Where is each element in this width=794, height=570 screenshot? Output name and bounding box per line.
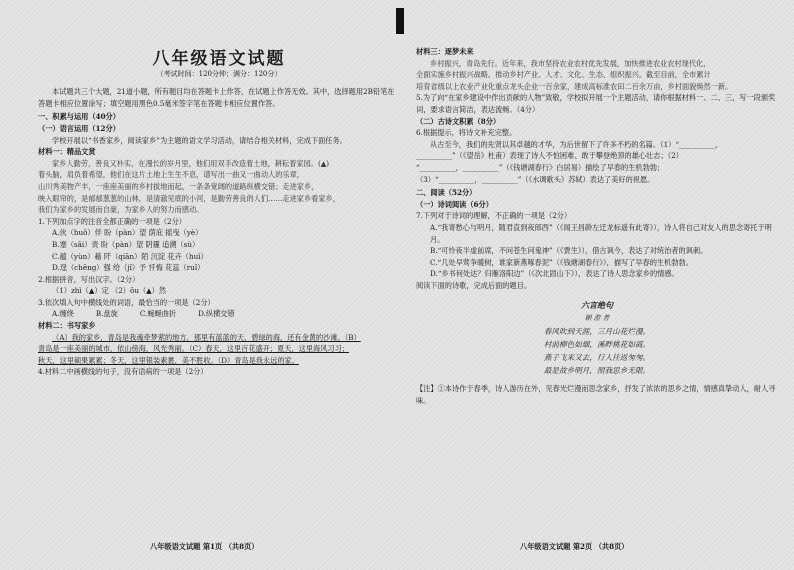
- question-2: 2.根据拼音，写出汉字。（2分）: [38, 274, 140, 284]
- question-1: 1.下列加点字的注音全都正确的一项是（2分）: [38, 216, 186, 226]
- question-3-option-c: C.蜿蜒曲折: [139, 309, 177, 319]
- material-3-line: 培育省级以上农业产业化重点龙头企业一百余家，建成高标准农田二百余万亩，乡村面貌焕然一新。: [416, 81, 733, 91]
- poem-line: 村前柳色如烟，溪畔桃花如霞。: [543, 340, 651, 350]
- material-3-line: 乡村振兴，青岛先行。近年来，我市坚持农业农村优先发展，加快推进农业农村现代化，: [430, 58, 711, 68]
- question-6-line: 从古至今，我们的先贤以其卓越的才华，为后世留下了许多不朽的名篇。（1）“__________，: [430, 139, 723, 149]
- subsection-heading-2: （二）古诗文积累（8分）: [416, 116, 501, 126]
- material-2-line: 青岛是一座美丽的城市，依山傍海，风光秀丽。（C）春天，这里百花盛开；夏天，这里海风习习；: [38, 344, 349, 354]
- question-2-line: （1）zhì（▲）定 （2）ǒu（▲）然: [52, 286, 167, 296]
- poem-title: 六言绝句: [581, 301, 613, 311]
- material-2-label: 材料二：书写家乡: [38, 321, 96, 331]
- material-1-line: 我们为家乡的发展而自豪，为家乡人的努力而感动。: [38, 205, 204, 215]
- question-6-line: （3）“__________，__________”（《水调歌头》苏轼）表达了美好的祝愿。: [416, 174, 655, 184]
- question-7-option-b: B.“可怜夜半虚前席，不问苍生问鬼神”（《贾生》），借古讽今，表达了对统治者的讽刺。: [430, 246, 708, 256]
- question-3-option-b: B.盘旋: [95, 309, 118, 319]
- question-3-options: [38, 308, 400, 320]
- poem-note: 【注】①本诗作于春季，诗人游历在外，见春光烂漫而思念家乡，抒发了浓浓的思乡之情，情感真挚动人，耐人寻味。: [416, 384, 776, 406]
- poem-line: 燕子飞来又去，行人往返匆匆。: [543, 353, 651, 363]
- question-6-line: “__________，__________”（《钱塘湖春行》白居易）描绘了早春的生机勃勃；: [416, 162, 665, 172]
- material-1-line: 山川秀美物产丰，一座座美丽的乡村拔地而起，一条条宽阔的道路纵横交错；走进家乡，: [38, 181, 319, 191]
- reading-lead: 阅读下面的诗歌，完成后面的题目。: [416, 280, 532, 290]
- material-1-line: 着头脑，肩负着希望，他们在这片土地上生生不息，谱写出一曲又一曲动人的乐章，: [38, 170, 304, 180]
- page-footer-right: 八年级语文试题 第2页 （共8页）: [520, 542, 629, 551]
- page-footer-left: 八年级语文试题 第1页 （共8页）: [150, 542, 259, 551]
- poem-line: 春风吹到天涯，三月山花烂漫。: [543, 327, 651, 337]
- question-7-option-c: C.“几处早莺争暖树，谁家新燕啄春泥”（《钱塘湖春行》），描写了早春的生机勃勃。: [430, 257, 693, 267]
- poem-author: 朝 游 者: [584, 314, 610, 323]
- question-1-option-d: D.逞（chěng）强 给（jǐ）予 忏悔 花蕊（ruǐ）: [52, 263, 205, 273]
- question-3-option-d: D.纵横交错: [198, 309, 235, 319]
- question-6-line: __________”（《望岳》杜甫）表现了诗人不怕困难、敢于攀登绝顶的雄心壮志；（2）: [416, 151, 683, 161]
- section-heading-2: 二、阅读（52分）: [416, 188, 477, 198]
- poem: [416, 299, 778, 377]
- question-7-option-a: A.“我寄愁心与明月，随君直到夜郎西”（《闻王昌龄左迁龙标遥有此寄》），诗人将自己对友人的思念寄托于明月。: [430, 222, 772, 244]
- material-2-line: 秋天，这里硕果累累；冬天，这里银装素裹，美不胜收。（D）青岛是我永远的家。: [38, 355, 299, 365]
- question-3: 3.依次填入句中横线处的词语，最恰当的一项是（2分）: [38, 297, 215, 307]
- instructions: 本试题共三个大题，21道小题，所有题目均在答题卡上作答，在试题上作答无效。其中，选择题用2B铅笔在答题卡相应位置涂写；填空题用黑色0.5毫米签字笔在答题卡相应位置作答。: [38, 87, 395, 108]
- question-1-option-a: A.伙（huǒ）伴 盼（pàn）望 荫庇 摇曳（yè）: [52, 228, 203, 238]
- question-5: 5.为了向“在家乡建设中作出贡献的人物”致敬，学校拟开展一个主题活动，请你根据材料一、二、三，写一段颁奖词，要求语言简洁，表达流畅。（4分）: [416, 93, 776, 114]
- left-column: [38, 48, 400, 378]
- section-heading-1: 一、积累与运用（40分）: [38, 112, 120, 122]
- material-1-line: 家乡人勤劳，善良又朴实，在漫长的岁月里，他们用双手改造着土地，耕耘着家园。(▲): [52, 158, 330, 168]
- material-2-line: （A）我的家乡，青岛是我魂牵梦萦的地方，那里有蓝蓝的天，碧绿的海，还有金黄的沙滩。（B）: [52, 332, 361, 342]
- question-7: 7.下列对于诗词的理解，不正确的一项是（2分）: [416, 211, 572, 221]
- question-7-option-d: D.“乡书何处达？归雁洛阳边”（《次北固山下》），表达了诗人思念家乡的情感。: [430, 269, 679, 279]
- poem-line: 最是故乡明月，照我思乡无限。: [543, 366, 651, 376]
- question-1-option-b: B.塞（sāi）责 盼（pàn）望 阴霾 追溯（sù）: [52, 239, 200, 249]
- question-3-option-a: A.缠绕: [52, 309, 74, 319]
- question-4: 4.材料二中画横线的句子，没有语病的一项是（2分）: [38, 367, 208, 377]
- material-3-line: 全面实施乡村振兴战略，推动乡村产业、人才、文化、生态、组织振兴。截至目前，全市累计: [416, 70, 711, 80]
- subsection-heading-1: （一）语言运用（12分）: [38, 123, 120, 133]
- binding-mark: [396, 8, 404, 34]
- question-1-option-c: C.蕴（yùn）藉 阡（qiān）陌 沉淀 花卉（huì）: [52, 251, 208, 261]
- page-title: 八年级语文试题: [152, 49, 286, 69]
- subsection-heading-3: （一）诗词阅读（6分）: [416, 199, 493, 209]
- material-1-line: 映入眼帘的，是郁郁葱葱的山林，是清澈见底的小河，是勤劳善良的人们……走进家乡看家乡，: [38, 193, 340, 203]
- material-3-label: 材料三：逐梦未来: [416, 47, 474, 56]
- task-lead: 学校开展以“书香家乡，阅读家乡”为主题的语文学习活动，请结合相关材料，完成下面任务。: [52, 135, 347, 145]
- material-1-label: 材料一：精品文赏: [38, 147, 96, 157]
- exam-info: （考试时间：120分钟；满分：120分）: [156, 69, 282, 78]
- question-6: 6.根据提示，将诗文补充完整。: [416, 128, 517, 138]
- right-column: [416, 46, 778, 407]
